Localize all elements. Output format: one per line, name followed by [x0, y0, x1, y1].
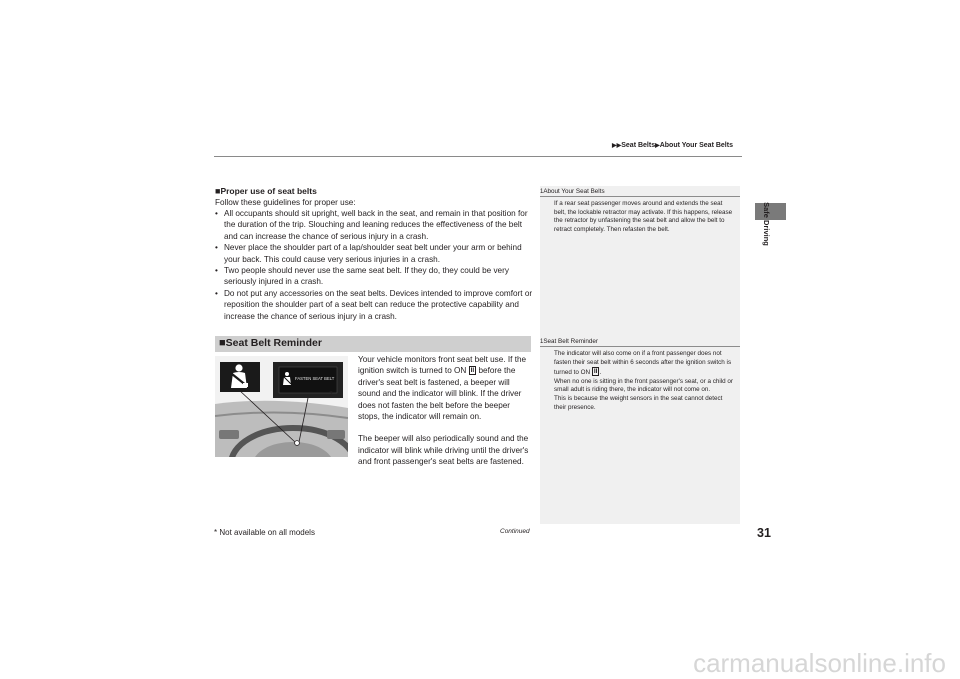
- note-line-2: When no one is sitting in the front passenger's seat, or a child or small adult is riding there, the indicator will not come on.: [554, 377, 734, 394]
- reminder-paragraph-1: [358, 354, 534, 422]
- reminder-text-a: Your vehicle monitors front seat belt use. If the ignition switch is turned to ON: [358, 355, 527, 376]
- note-line-3: This is because the weight sensors in the seat cannot detect their presence.: [554, 394, 723, 411]
- breadcrumb-arrow: ▶: [655, 143, 660, 149]
- reminder-text-b: before the driver's seat belt is fastened, a beeper will sound and the indicator will blink. If the driver does not fasten the belt before the beeper stops, the indicator will remain on.: [358, 366, 522, 422]
- reminder-paragraphs: [358, 354, 534, 468]
- note-about-seat-belts: [540, 186, 740, 336]
- breadcrumb-item-seat-belts[interactable]: Seat Belts: [621, 142, 656, 149]
- list-item: • Never place the shoulder part of a lap/shoulder seat belt under your arm or behind your back. This could cause very serious injuries in a crash.: [215, 242, 533, 265]
- footnote: * Not available on all models: [214, 528, 315, 537]
- note-line-1: [554, 350, 734, 378]
- list-item: • All occupants should sit upright, well back in the seat, and remain in that position for the duration of the trip. Slouching and leaning reduces the effectiveness of the belt and can increase the chance of serious injury in a crash.: [215, 208, 533, 242]
- proper-use-list: [215, 208, 533, 322]
- callout-star: *: [337, 365, 339, 371]
- watermark: [0, 648, 960, 679]
- side-tab-label-wrap: [762, 202, 771, 246]
- square-bullet-icon: ■: [215, 186, 221, 196]
- breadcrumb-arrows: ▶▶: [612, 143, 622, 149]
- reminder-paragraph-2: The beeper will also periodically sound and the indicator will blink while driving until the driver's and front passenger's seat belts are fastened.: [358, 434, 529, 467]
- header-divider: [214, 156, 742, 157]
- note-title: [540, 336, 740, 347]
- note-line-1-text: The indicator will also come on if a front passenger does not fasten their seat belt within 6 seconds after the ignition switch is turned to ON: [554, 350, 732, 377]
- reminder-title: Seat Belt Reminder: [225, 337, 322, 349]
- note-line-1-end: .: [599, 369, 602, 377]
- note-marker-icon: 1: [540, 189, 544, 195]
- side-tab-label: Safe Driving: [762, 202, 771, 246]
- proper-use-heading: Proper use of seat belts: [220, 186, 317, 196]
- dashboard-illustration: [215, 356, 348, 457]
- list-item: • Two people should never use the same seat belt. If they do, they could be very seriously injured in a crash.: [215, 265, 533, 288]
- callout-number: 2: [329, 391, 333, 398]
- breadcrumb-item-about[interactable]: About Your Seat Belts: [659, 142, 733, 149]
- proper-use-intro: Follow these guidelines for proper use:: [215, 198, 356, 207]
- note-title: [540, 186, 740, 197]
- breadcrumb: [612, 142, 733, 149]
- square-bullet-icon: ■: [219, 337, 226, 349]
- note-marker-icon: 1: [540, 339, 544, 345]
- section-heading-proper-use: [215, 186, 317, 196]
- note-body: If a rear seat passenger moves around and extends the seat belt, the lockable retractor may activate. If this happens, release the retractor by unfastening the seat belt and allow the belt to retract completely. Then refasten the belt.: [554, 200, 733, 233]
- note-body: [540, 347, 740, 412]
- ignition-key-label: II: [470, 367, 475, 375]
- display-text: FASTEN SEAT BELT: [295, 376, 335, 381]
- note-title-text: About Your Seat Belts: [543, 188, 605, 195]
- note-seat-belt-reminder: [540, 336, 740, 524]
- ignition-key-label: II: [593, 368, 598, 376]
- section-title-reminder: [219, 337, 322, 349]
- continued-label[interactable]: Continued: [500, 528, 530, 535]
- page-number: 31: [757, 526, 771, 540]
- list-item: • Do not put any accessories on the seat belts. Devices intended to improve comfort or reposition the shoulder part of a seat belt can reduce the protective capability and increase the chance of serious injury in a crash.: [215, 288, 533, 322]
- watermark-text: carmanualsonline.info: [693, 648, 946, 678]
- note-title-text: Seat Belt Reminder: [543, 338, 598, 345]
